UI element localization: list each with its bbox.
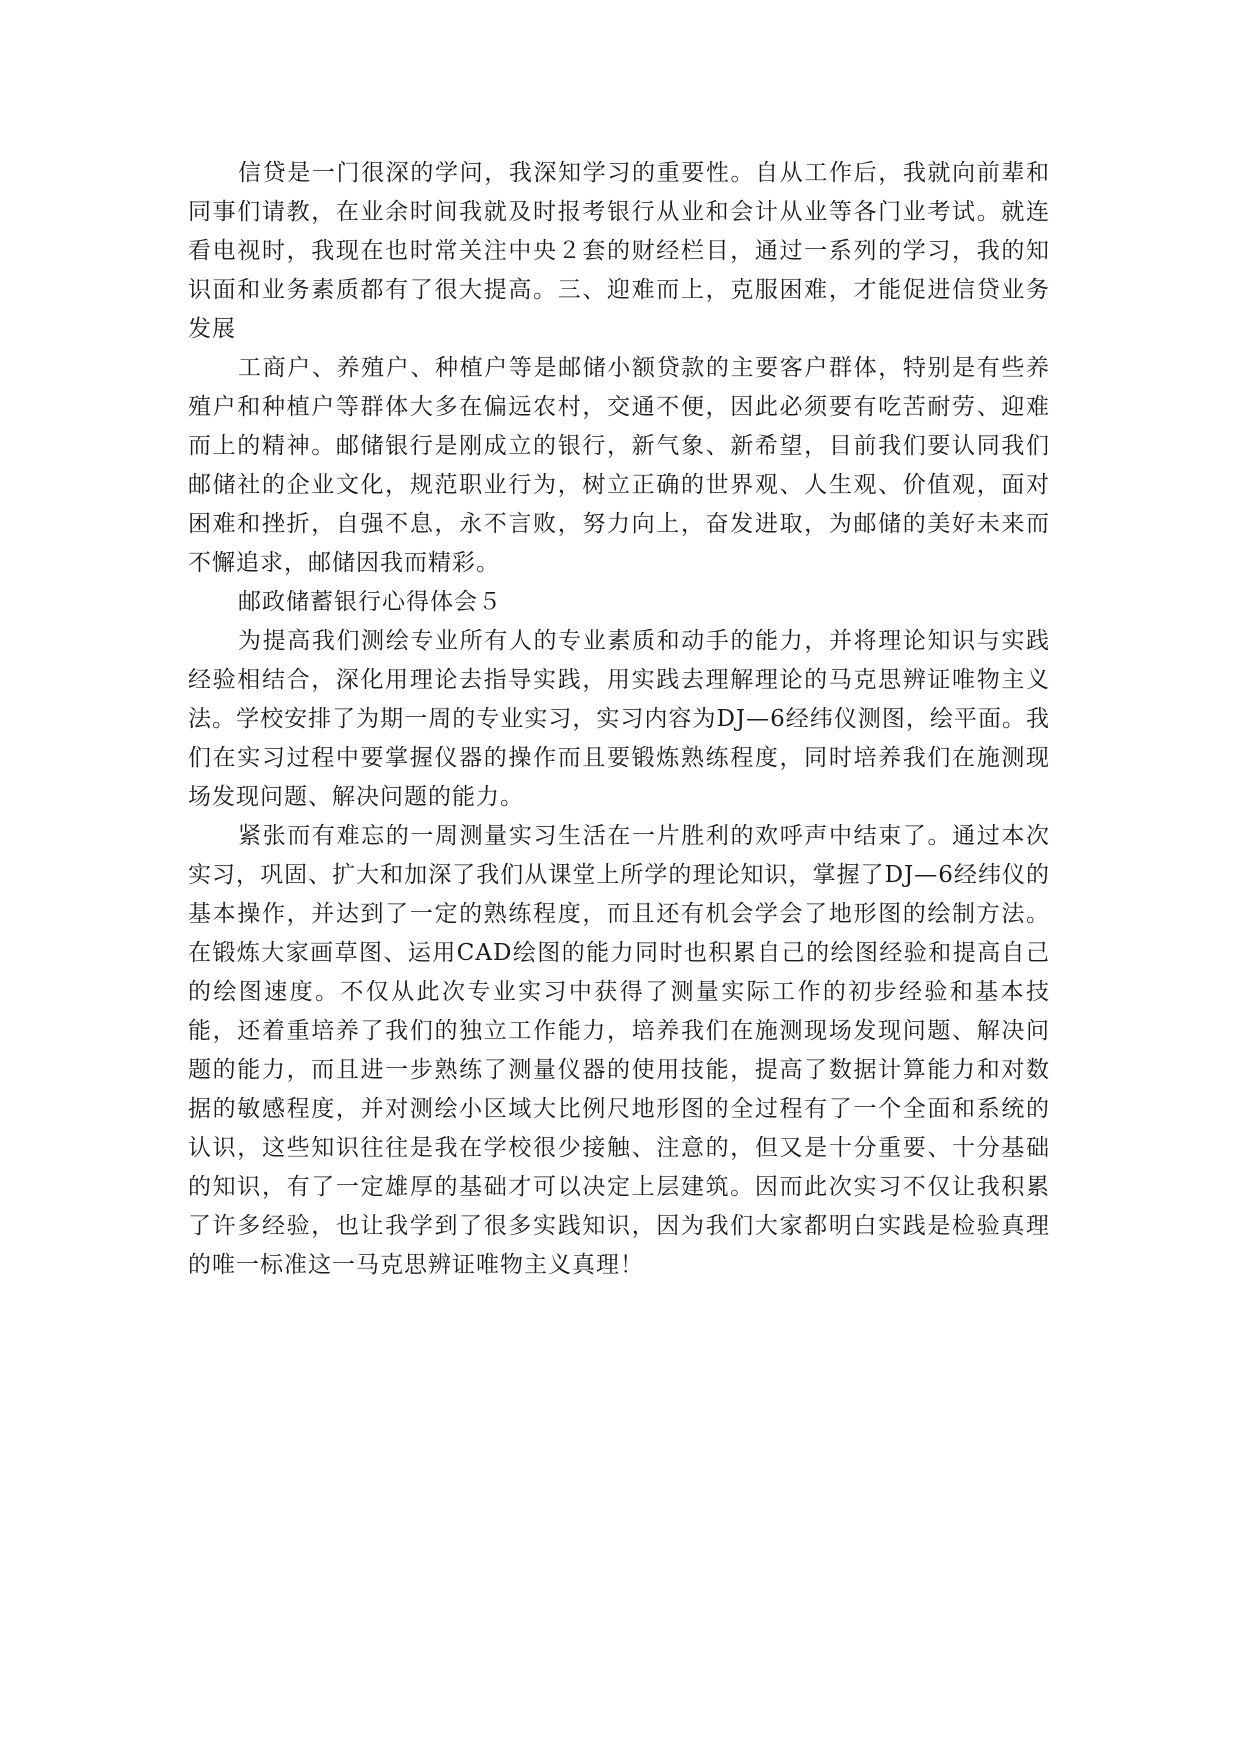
paragraph-credit-learning: 信贷是一门很深的学问，我深知学习的重要性。自从工作后，我就向前辈和同事们请教，在业余时间我就及时报考银行从业和会计从业等各门业考试。就连看电视时，我现在也时常关注中央２套的财经栏目，通过一系列的学习，我的知识面和业务素质都有了很大提高。三、迎难而上，克服困难，才能促进信贷业务发展 xyxy=(188,160,1050,342)
paragraph-internship-intro: 为提高我们测绘专业所有人的专业素质和动手的能力，并将理论知识与实践经验相结合，深化用理论去指导实践，用实践去理解理论的马克思辨证唯物主义法。学校安排了为期一周的专业实习，实习内容为DJ—6经纬仪测图，绘平面。我们在实习过程中要掌握仪器的操作而且要锻炼熟练程度，同时培养我们在施测现场发现问题、解决问题的能力。 xyxy=(188,628,1050,810)
section-heading: 邮政储蓄银行心得体会５ xyxy=(238,589,502,615)
paragraph-customer-groups: 工商户、养殖户、种植户等是邮储小额贷款的主要客户群体，特别是有些养殖户和种植户等群体大多在偏远农村，交通不便，因此必须要有吃苦耐劳、迎难而上的精神。邮储银行是刚成立的银行，新气象、新希望，目前我们要认同我们邮储社的企业文化，规范职业行为，树立正确的世界观、人生观、价值观，面对困难和挫折，自强不息，永不言败，努力向上，奋发进取，为邮储的美好未来而不懈追求，邮储因我而精彩。 xyxy=(188,355,1050,576)
paragraph-internship-summary: 紧张而有难忘的一周测量实习生活在一片胜利的欢呼声中结束了。通过本次实习，巩固、扩大和加深了我们从课堂上所学的理论知识，掌握了DJ—6经纬仪的基本操作，并达到了一定的熟练程度，而且还有机会学会了地形图的绘制方法。在锻炼大家画草图、运用CAD绘图的能力同时也积累自己的绘图经验和提高自己的绘图速度。不仅从此次专业实习中获得了测量实际工作的初步经验和基本技能，还着重培养了我们的独立工作能力，培养我们在施测现场发现问题、解决问题的能力，而且进一步熟练了测量仪器的使用技能，提高了数据计算能力和对数据的敏感程度，并对测绘小区域大比例尺地形图的全过程有了一个全面和系统的认识，这些知识往往是我在学校很少接触、注意的，但又是十分重要、十分基础的知识，有了一定雄厚的基础才可以决定上层建筑。因而此次实习不仅让我积累了许多经验，也让我学到了很多实践知识，因为我们大家都明白实践是检验真理的唯一标准这一马克思辨证唯物主义真理！ xyxy=(188,823,1050,1278)
document-body xyxy=(188,154,1050,1285)
